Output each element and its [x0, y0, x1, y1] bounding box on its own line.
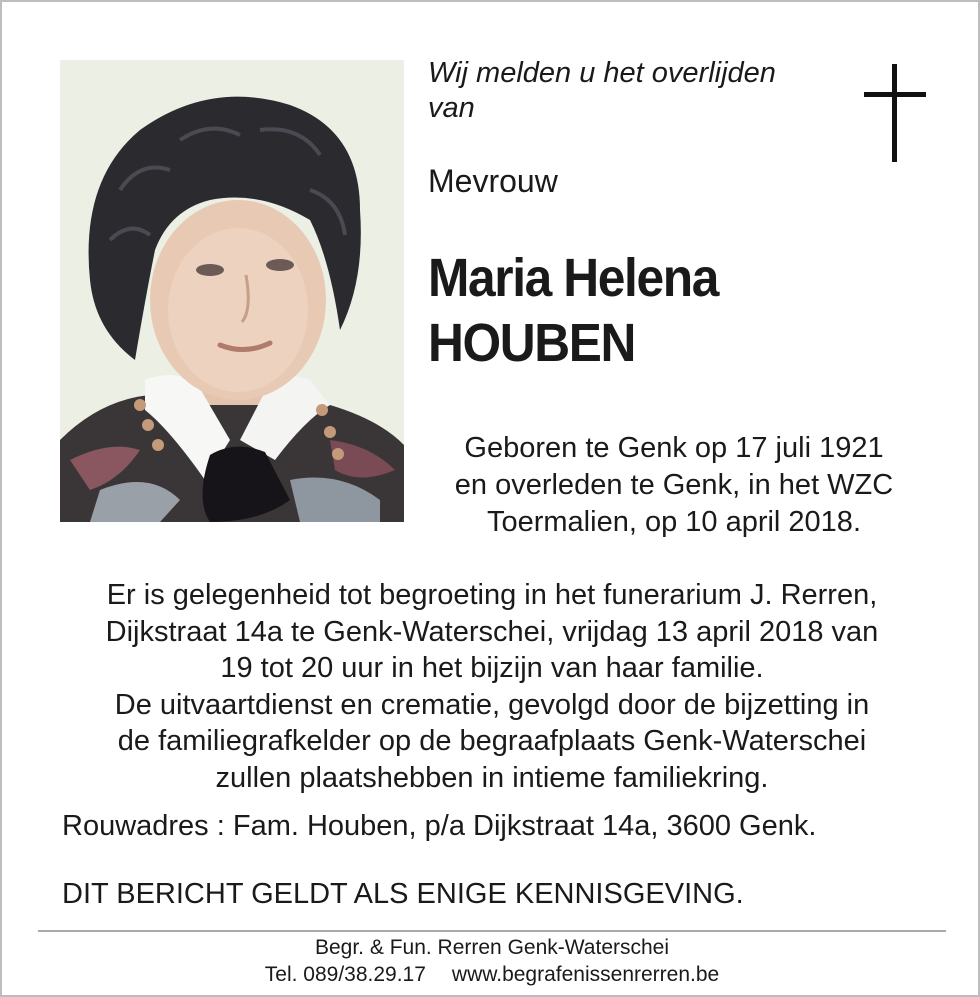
visitation-line: Er is gelegenheid tot begroeting in het funerarium J. Rerren,	[106, 579, 878, 611]
funeral-home-footer	[202, 934, 782, 988]
deceased-name	[428, 246, 718, 376]
service-line: de familiegrafkelder op de begraafplaats Genk-Waterschei	[117, 725, 867, 757]
phone-number: Tel. 089/38.29.17	[264, 963, 426, 986]
announcement-intro	[428, 56, 828, 126]
life-line: Geboren te Genk op 17 juli 1921	[464, 432, 884, 464]
mourning-address: Rouwadres : Fam. Houben, p/a Dijkstraat 14a, 3600 Genk.	[62, 810, 817, 842]
latin-cross-icon	[864, 64, 926, 162]
website-link[interactable]: www.begrafenissenrerren.be	[451, 963, 720, 986]
intro-line: van	[428, 92, 475, 124]
official-notice: DIT BERICHT GELDT ALS ENIGE KENNISGEVING.	[62, 878, 744, 910]
visitation-details	[42, 577, 942, 796]
portrait-illustration	[60, 60, 404, 522]
funeral-home-name: Begr. & Fun. Rerren Genk-Waterschei	[314, 936, 670, 959]
intro-line: Wij melden u het overlijden	[428, 57, 776, 89]
life-dates	[418, 430, 930, 541]
life-line: en overleden te Genk, in het WZC	[454, 469, 894, 501]
life-line: Toermalien, op 10 april 2018.	[486, 506, 861, 538]
footer-divider	[38, 930, 946, 932]
portrait-photo	[60, 60, 404, 522]
honorific: Mevrouw	[428, 163, 558, 199]
visitation-line: Dijkstraat 14a te Genk-Waterschei, vrijdag 13 april 2018 van	[105, 615, 879, 648]
service-line: zullen plaatshebben in intieme familiekring.	[215, 761, 769, 794]
visitation-line: 19 tot 20 uur in het bijzijn van haar familie.	[220, 652, 764, 684]
surname: HOUBEN	[428, 313, 636, 373]
contact-row	[202, 961, 782, 988]
service-line: De uitvaartdienst en crematie, gevolgd door de bijzetting in	[114, 688, 870, 721]
given-names: Maria Helena	[428, 248, 718, 308]
